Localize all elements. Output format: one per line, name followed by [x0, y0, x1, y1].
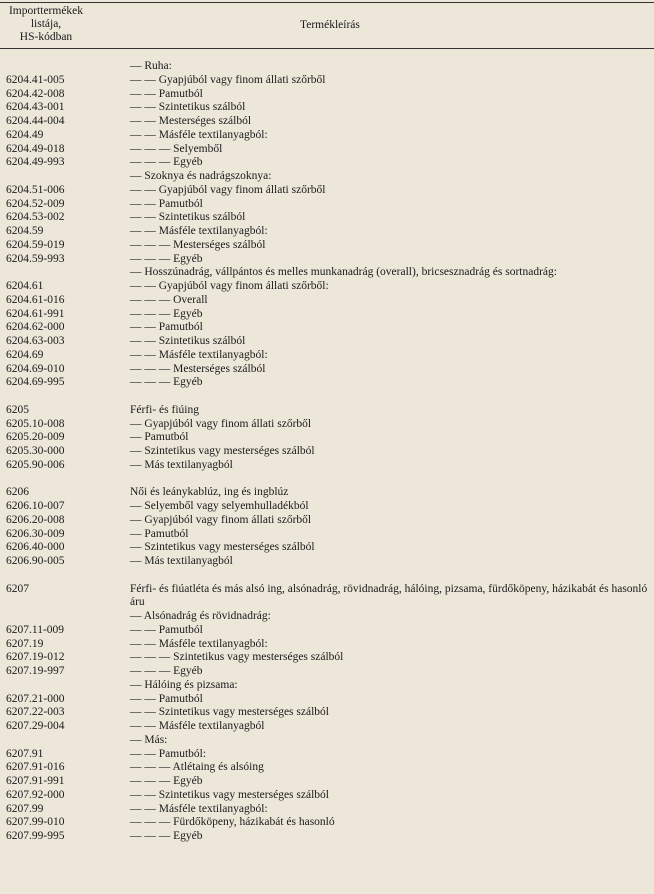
table-row [0, 720, 654, 734]
table-row [0, 239, 654, 253]
table-row [0, 60, 654, 74]
hs-code: 6207 [6, 582, 29, 595]
table-row [0, 610, 654, 624]
hs-code: 6207.92-000 [6, 788, 65, 801]
hs-code: 6204.49 [6, 128, 44, 141]
table-row [0, 651, 654, 665]
hs-code: 6204.59 [6, 225, 44, 237]
table-row [0, 803, 654, 817]
hs-code: 6206.20-008 [6, 513, 65, 526]
hs-code: 6206.90-005 [6, 555, 65, 567]
hs-code: 6206 [6, 486, 29, 499]
hs-code: 6206.40-000 [6, 541, 65, 554]
column-header-hs-code-line2: listája, [30, 18, 62, 30]
product-description: — — Szintetikus szálból [130, 335, 246, 347]
product-description: — — Pamutból [130, 87, 203, 100]
table-row [0, 473, 654, 487]
hs-code: 6204.41-005 [6, 73, 65, 86]
product-description: — — Másféle textilanyagból [130, 720, 265, 732]
hs-code: 6204.69-010 [6, 362, 65, 375]
column-header-hs-code-line3: HS-kódban [19, 31, 73, 43]
table-row [0, 253, 654, 267]
product-description: — — Pamutból [130, 197, 203, 210]
header-bottom-rule [0, 48, 654, 49]
hs-code: 6204.61-991 [6, 307, 65, 320]
product-description: — — Gyapjúból vagy finom állati szőrből [130, 73, 326, 86]
table-row [0, 583, 654, 611]
product-description: — — — Egyéb [130, 252, 203, 265]
product-description: — — — Egyéb [130, 307, 203, 320]
product-description: — — Pamutból [130, 321, 203, 334]
product-description: — Ruha: [130, 60, 172, 72]
product-description: — Hálóing és pizsama: [130, 678, 238, 691]
table-row [0, 211, 654, 225]
table-row [0, 321, 654, 335]
product-description: — — Pamutból: [130, 747, 207, 760]
hs-code: 6204.52-009 [6, 197, 65, 210]
product-description: — — — Mesterséges szálból [130, 238, 266, 251]
product-description: — Szintetikus vagy mesterséges szálból [130, 445, 315, 457]
table-row [0, 555, 654, 569]
table-row [0, 693, 654, 707]
product-description: — Más textilanyagból [130, 458, 233, 471]
table-row [0, 514, 654, 528]
hs-code: 6206.10-007 [6, 500, 65, 512]
product-description: — — — Egyéb [130, 830, 203, 842]
product-description: — — — Atlétaing és alsóing [130, 761, 264, 774]
table-row [0, 431, 654, 445]
product-description: — — Mesterséges szálból [130, 115, 252, 127]
product-description: — — — Mesterséges szálból [130, 362, 266, 375]
product-description: — — Pamutból [130, 623, 203, 636]
table-row [0, 101, 654, 115]
table-row [0, 418, 654, 432]
table-row [0, 74, 654, 88]
hs-code: 6206.30-009 [6, 527, 65, 540]
product-description: — — Szintetikus vagy mesterséges szálból [130, 706, 329, 719]
table-row [0, 816, 654, 830]
table-row [0, 761, 654, 775]
table-row [0, 198, 654, 212]
hs-code: 6207.91 [6, 747, 44, 760]
header-top-rule [0, 2, 654, 3]
product-description: — Alsónadrág és rövidnadrág: [130, 610, 271, 622]
table-row [0, 376, 654, 390]
product-description: — — — Selyemből [130, 142, 223, 155]
table-row [0, 789, 654, 803]
product-description: — — — Egyéb [130, 775, 203, 787]
hs-code: 6205.20-009 [6, 431, 65, 444]
hs-code: 6204.59-019 [6, 238, 65, 251]
product-description: — — — Egyéb [130, 156, 203, 169]
table-row [0, 638, 654, 652]
hs-code: 6204.59-993 [6, 252, 65, 265]
hs-code: 6207.99-010 [6, 816, 65, 829]
hs-code: 6205.30-000 [6, 445, 65, 457]
column-header-description: Termékleírás [300, 19, 360, 31]
product-description: — Más: [130, 733, 168, 746]
table-row [0, 184, 654, 198]
product-description: — — Gyapjúból vagy finom állati szőrből [130, 183, 326, 196]
hs-code: 6204.69 [6, 348, 44, 361]
hs-code: 6204.43-001 [6, 101, 65, 114]
table-row [0, 830, 654, 844]
table-row [0, 129, 654, 143]
code-table [0, 60, 654, 844]
product-description: — — — Egyéb [130, 376, 203, 389]
column-header-hs-code-line1: Importtermékek [8, 5, 84, 17]
table-row [0, 569, 654, 583]
table-row [0, 280, 654, 294]
product-description: — — Másféle textilanyagból: [130, 637, 268, 650]
table-row [0, 390, 654, 404]
table-row [0, 445, 654, 459]
product-description: — — Gyapjúból vagy finom állati szőrből: [130, 280, 329, 292]
table-row [0, 624, 654, 638]
product-description: — — Másféle textilanyagból: [130, 802, 268, 815]
table-row [0, 143, 654, 157]
hs-code: 6207.11-009 [6, 623, 65, 636]
hs-code: 6204.69-995 [6, 376, 65, 389]
product-description: — — Másféle textilanyagból: [130, 348, 268, 361]
hs-code: 6205 [6, 403, 29, 416]
table-row [0, 775, 654, 789]
product-description: — — Szintetikus vagy mesterséges szálból [130, 788, 329, 801]
table-row [0, 748, 654, 762]
table-row [0, 404, 654, 418]
hs-code: 6207.91-991 [6, 775, 65, 787]
hs-code: 6204.61-016 [6, 293, 65, 306]
hs-code: 6207.22-003 [6, 706, 65, 719]
table-row [0, 541, 654, 555]
hs-code: 6207.19 [6, 637, 44, 650]
product-description: — — — Overall [130, 293, 208, 306]
product-description: — — — Egyéb [130, 665, 203, 677]
table-row [0, 266, 654, 280]
product-description: — — Másféle textilanyagból: [130, 225, 268, 237]
hs-code: 6207.21-000 [6, 692, 65, 705]
table-row [0, 170, 654, 184]
product-description: — — — Fürdőköpeny, házikabát és hasonló [130, 816, 335, 829]
hs-code: 6207.19-012 [6, 651, 65, 664]
table-row [0, 363, 654, 377]
table-row [0, 88, 654, 102]
product-description: — Gyapjúból vagy finom állati szőrből [130, 513, 312, 526]
table-row [0, 225, 654, 239]
hs-code: 6207.29-004 [6, 720, 65, 732]
hs-code: 6204.49-018 [6, 142, 65, 155]
table-row [0, 486, 654, 500]
product-description: — — — Szintetikus vagy mesterséges szálból [130, 651, 344, 664]
hs-code: 6207.99-995 [6, 830, 65, 842]
hs-code: 6204.62-000 [6, 321, 65, 334]
hs-code: 6204.42-008 [6, 87, 65, 100]
table-row [0, 500, 654, 514]
product-description: — — Másféle textilanyagból: [130, 128, 268, 141]
table-row [0, 308, 654, 322]
table-row [0, 528, 654, 542]
hs-code: 6205.90-006 [6, 458, 65, 471]
product-description: Női és leánykablúz, ing és ingblúz [130, 486, 289, 499]
hs-code: 6204.51-006 [6, 183, 65, 196]
product-description: Férfi- és fiúing [130, 403, 199, 416]
hs-code: 6204.44-004 [6, 115, 65, 127]
product-description: — Hosszúnadrág, vállpántos és melles munkanadrág (overall), bricsesznadrág és sortnadrág: [130, 266, 557, 279]
table-row [0, 156, 654, 170]
table-row [0, 349, 654, 363]
product-description: — Pamutból [130, 527, 189, 540]
table-row [0, 294, 654, 308]
hs-code: 6207.99 [6, 802, 44, 815]
product-description: — — Szintetikus szálból [130, 101, 246, 114]
product-description: — — Pamutból [130, 692, 203, 705]
product-description: — Gyapjúból vagy finom állati szőrből [130, 417, 312, 430]
column-header-hs-code [6, 5, 86, 44]
hs-code: 6204.63-003 [6, 335, 65, 347]
table-row [0, 734, 654, 748]
product-description: — — Szintetikus szálból [130, 211, 246, 224]
hs-code: 6205.10-008 [6, 417, 65, 430]
table-row [0, 115, 654, 129]
hs-code: 6204.53-002 [6, 211, 65, 224]
table-row [0, 665, 654, 679]
hs-code: 6204.61 [6, 280, 44, 292]
product-description: — Szoknya és nadrágszoknya: [130, 170, 272, 182]
product-description: Férfi- és fiúatléta és más alsó ing, alsónadrág, rövidnadrág, hálóing, pizsama, fürdőköpeny, házikabát és hasonló áru [130, 582, 648, 609]
hs-code: 6207.91-016 [6, 761, 65, 774]
table-row [0, 459, 654, 473]
product-description: — Pamutból [130, 431, 189, 444]
product-description: — Selyemből vagy selyemhulladékból [130, 500, 309, 512]
table-row [0, 679, 654, 693]
product-description: — Más textilanyagból [130, 555, 233, 567]
hs-code: 6204.49-993 [6, 156, 65, 169]
hs-code: 6207.19-997 [6, 665, 65, 677]
table-row [0, 335, 654, 349]
product-description: — Szintetikus vagy mesterséges szálból [130, 541, 315, 554]
table-row [0, 706, 654, 720]
